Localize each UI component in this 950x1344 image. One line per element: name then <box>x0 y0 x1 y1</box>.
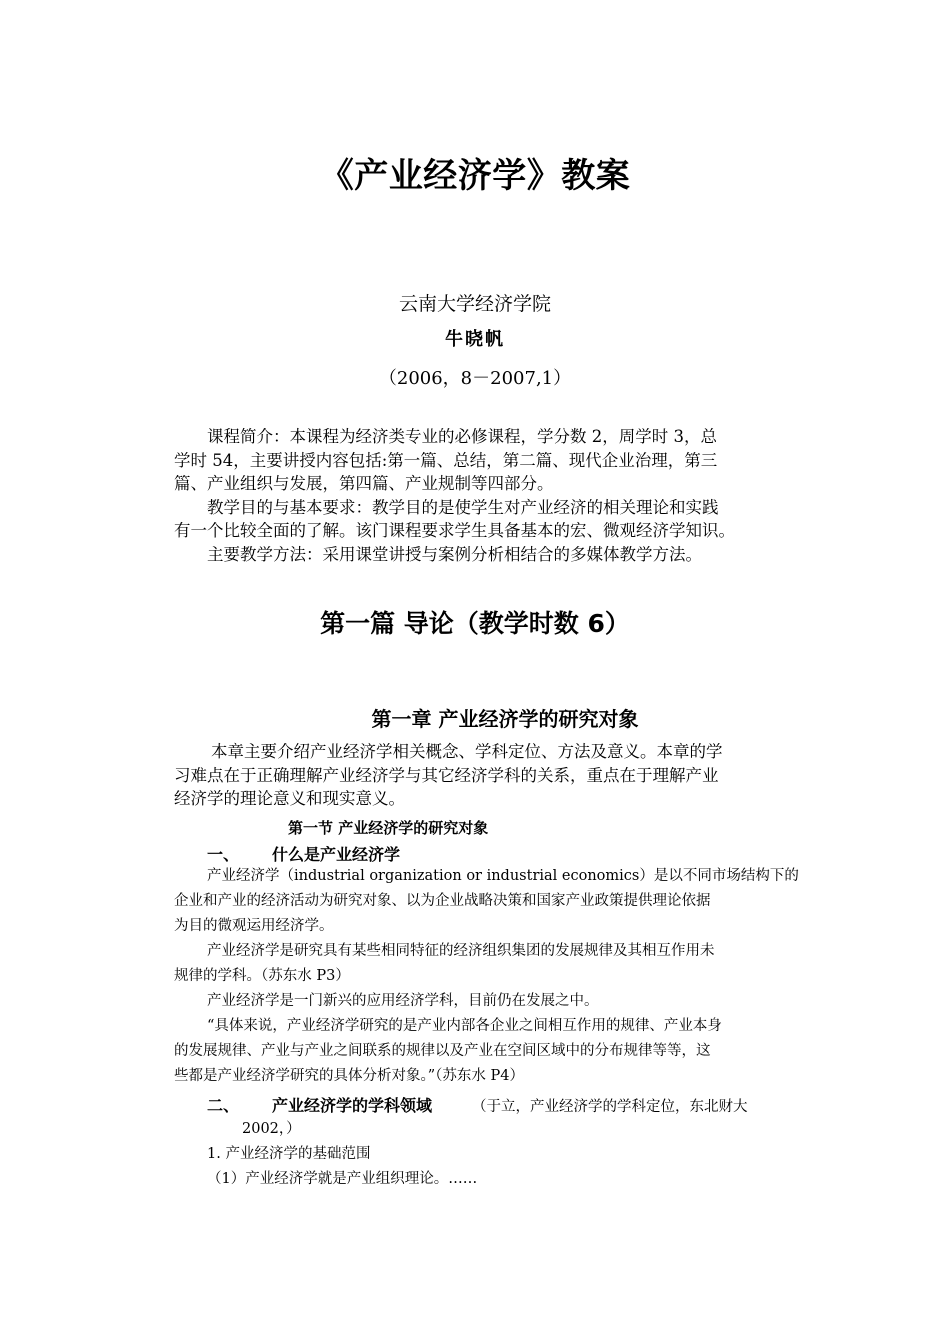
document-title: 《产业经济学》教案 <box>319 156 631 196</box>
text-line: 企业和产业的经济活动为研究对象、以为企业战略决策和国家产业政策提供理论依据 <box>174 893 711 909</box>
text-line: 本章主要介绍产业经济学相关概念、学科定位、方法及意义。本章的学 <box>211 742 723 761</box>
institution-name: 云南大学经济学院 <box>398 293 551 315</box>
list-item: 1. 产业经济学的基础范围 <box>207 1146 371 1162</box>
heading-discipline-field: 产业经济学的学科领域 <box>272 1096 433 1115</box>
course-summary-paragraph <box>174 425 804 566</box>
part-title: 第一篇 导论（教学时数 6） <box>320 609 630 638</box>
text-line: 学时 54，主要讲授内容包括:第一篇、总结，第二篇、现代企业治理，第三 <box>174 450 718 470</box>
definition-paragraph <box>174 864 804 1089</box>
heading-note-continued: 2002，） <box>242 1121 301 1137</box>
text-line: 产业经济学是一门新兴的应用经济学科，目前仍在发展之中。 <box>207 993 599 1009</box>
text-line: 为目的微观运用经济学。 <box>174 918 334 934</box>
text-line: 主要教学方法：采用课堂讲授与案例分析相结合的多媒体教学方法。 <box>207 544 702 564</box>
heading-number: 一、 <box>207 845 240 864</box>
list-item: （1）产业经济学就是产业组织理论。…… <box>207 1171 478 1187</box>
text-line: 课程简介：本课程为经济类专业的必修课程，学分数 2，周学时 3，总 <box>207 427 717 446</box>
text-line: 的发展规律、产业与产业之间联系的规律以及产业在空间区域中的分布规律等等，这 <box>174 1043 711 1059</box>
course-period: （2006，8－2007,1） <box>378 368 572 389</box>
text-line: 习难点在于正确理解产业经济学与其它经济学科的关系，重点在于理解产业 <box>174 765 719 785</box>
heading-what-is-industrial-economics: 什么是产业经济学 <box>272 845 401 864</box>
heading-note: （于立，产业经济学的学科定位，东北财大 <box>472 1099 748 1115</box>
text-line: 经济学的理论意义和现实意义。 <box>174 789 405 808</box>
text-line: 产业经济学（industrial organization or industrial economics）是以不同市场结构下的 <box>207 868 799 884</box>
chapter-summary-paragraph <box>174 740 804 811</box>
text-line: 产业经济学是研究具有某些相同特征的经济组织集团的发展规律及其相互作用未 <box>207 943 715 959</box>
text-line: 教学目的与基本要求：教学目的是使学生对产业经济的相关理论和实践 <box>207 497 719 517</box>
author-name: 牛晓帆 <box>445 329 505 350</box>
text-line: 篇、产业组织与发展，第四篇、产业规制等四部分。 <box>174 474 554 493</box>
text-line: 些都是产业经济学研究的具体分析对象。”（苏东水 P4） <box>174 1068 525 1084</box>
heading-number: 二、 <box>207 1096 240 1115</box>
text-line: 有一个比较全面的了解。该门课程要求学生具备基本的宏、微观经济学知识。 <box>174 521 735 540</box>
text-line: 规律的学科。（苏东水 P3） <box>174 968 350 984</box>
chapter-title: 第一章 产业经济学的研究对象 <box>371 707 639 731</box>
text-line: “具体来说，产业经济学研究的是产业内部各企业之间相互作用的规律、产业本身 <box>207 1018 722 1034</box>
section-title: 第一节 产业经济学的研究对象 <box>288 819 489 837</box>
